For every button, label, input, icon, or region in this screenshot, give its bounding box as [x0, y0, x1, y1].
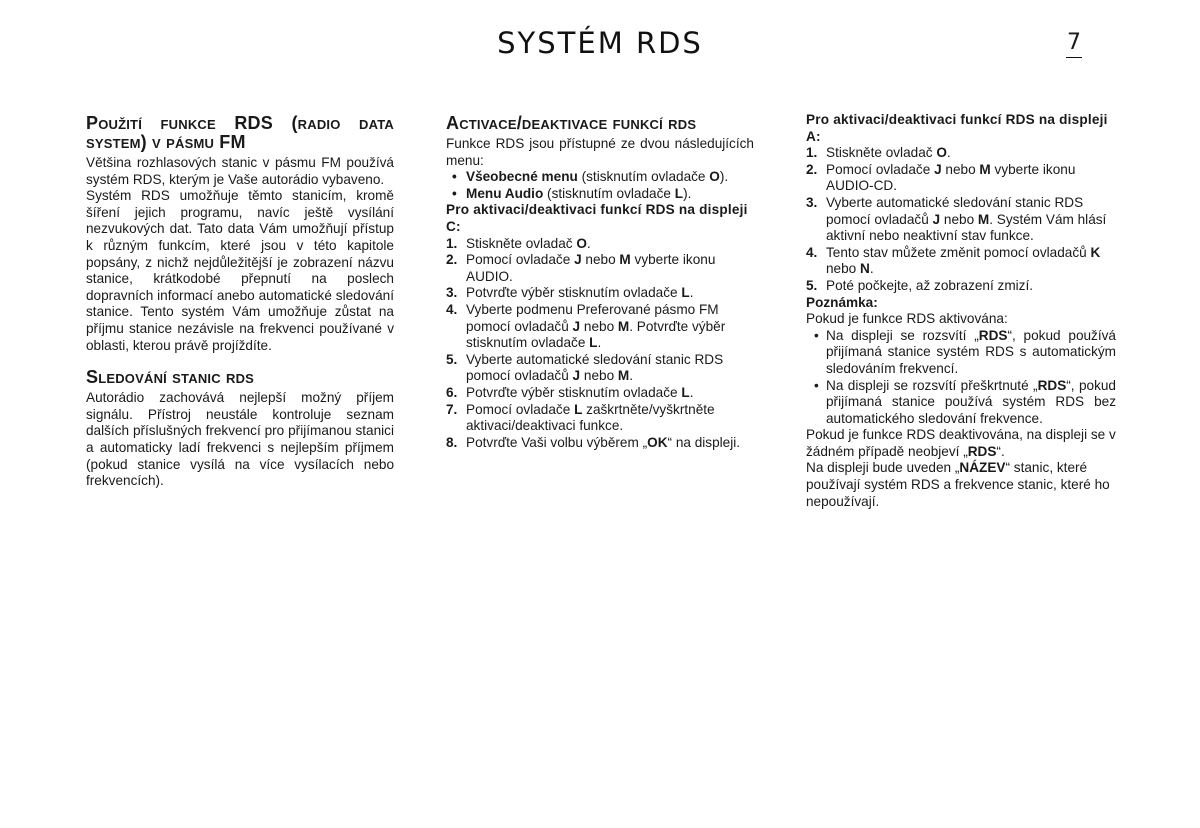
step-number: 6. [446, 384, 458, 400]
text-run: Pokud je funkce RDS deaktivována, na displeji se v žádném případě neobjeví „ [806, 427, 1116, 459]
step-number: 3. [806, 194, 818, 210]
text-run: Tento stav můžete změnit pomocí ovladačů [826, 244, 1091, 260]
text-run: Na displeji se rozsvítí „ [826, 327, 979, 343]
step-item [446, 302, 754, 352]
text-run: “. [996, 443, 1005, 459]
text-run: . [946, 145, 951, 161]
text-run: nebo [581, 252, 620, 268]
text-run: nebo [580, 368, 618, 384]
text-run: Na displeji bude uveden „ [806, 460, 960, 476]
step-item [806, 278, 1116, 295]
emphasis-text: L [589, 335, 598, 351]
text-run: Vyberte automatické sledování stanic RDS pomocí ovladačů [466, 351, 724, 384]
emphasis-text: M [619, 252, 631, 268]
note-intro: Pokud je funkce RDS aktivována: [806, 311, 1008, 327]
text-run: nebo [580, 318, 618, 334]
steps-list-display-c [446, 236, 754, 452]
step-number: 5. [446, 351, 458, 367]
step-item [806, 162, 1116, 195]
step-number: 2. [806, 161, 818, 177]
menu-name: Menu Audio [466, 185, 544, 201]
column-middle [446, 114, 754, 451]
emphasis-text: L [681, 384, 690, 400]
text-run: Potvrďte výběr stisknutím ovladače [466, 285, 682, 301]
text-run: nebo [941, 161, 980, 177]
step-item [446, 285, 754, 302]
note-label: Poznámka: [806, 294, 878, 310]
list-item [446, 186, 754, 203]
control-key: O [709, 169, 720, 185]
text-run: Na displeji se rozsvítí přeškrtnuté „ [826, 377, 1038, 393]
emphasis-text: J [572, 318, 581, 334]
emphasis-text: NÁZEV [959, 460, 1006, 476]
emphasis-text: M [979, 161, 991, 177]
emphasis-text: M [617, 368, 630, 384]
emphasis-text: J [932, 211, 941, 227]
step-number: 2. [446, 252, 458, 268]
text-run: Poté počkejte, až zobrazení zmizí. [826, 277, 1034, 293]
emphasis-text: J [574, 252, 582, 268]
menu-hint: (stisknutím ovladače [543, 185, 675, 201]
menu-hint-end: ). [719, 169, 729, 185]
text-run: . [869, 261, 874, 277]
text-run: Potvrďte Vaši volbu výběrem „ [466, 434, 648, 450]
step-number: 4. [446, 301, 458, 317]
step-item [446, 252, 754, 285]
paragraph-rds-description: Systém RDS umožňuje těmto stanicím, kromě šíření jejich programu, navíc ještě vysílání nezvukových dat. Tato data Vám umožňují přístup k různým funkcím, které jsou v této kapitole popsány, z nichž nejdůležitější je zobrazení názvu stanice, krátkodobé přepnutí na poslech dopravních informací anebo automatické sledování stanice. Tento systém Vám umožňuje zůstat na příjmu stanice nezávisle na frekvenci používané v oblasti, kterou právě projíždíte. [86, 188, 394, 353]
text-run: vyberte ikonu AUDIO. [466, 252, 716, 284]
step-item [806, 245, 1116, 278]
text-run: nebo [940, 211, 978, 227]
step-item [806, 145, 1116, 162]
text-run: . Systém Vám hlásí aktivní nebo neaktivní stav funkce. [826, 211, 1107, 244]
section-heading-activation: Activace/deaktivace funkcí rds [446, 113, 697, 133]
text-run: . [689, 384, 694, 400]
column-right [806, 112, 1116, 510]
paragraph-rds-tracking: Autorádio zachovává nejlepší možný příjem signálu. Přístroj neustále kontroluje seznam dalších příslušných frekvencí pro přijímanou stanici a automaticky ladí frekvenci s nejlepším příjmem (pokud stanice vysílá na více vysílacích nebo frekvencích). [86, 390, 394, 489]
step-number: 4. [806, 244, 818, 260]
step-item [806, 195, 1116, 245]
step-item [446, 236, 754, 253]
text-run: Pomocí ovladače [466, 401, 575, 417]
emphasis-text: RDS [978, 327, 1008, 343]
subheading-display-a: Pro aktivaci/deaktivaci funkcí RDS na displeji A: [806, 112, 1108, 144]
emphasis-text: J [934, 161, 942, 177]
text-run: “, pokud používá přijímaná stanice systém RDS s automatickým sledováním frekvencí. [826, 327, 1116, 376]
text-run: Pomocí ovladače [826, 161, 935, 177]
text-run: Stiskněte ovladač [466, 235, 577, 251]
section-heading-rds-tracking: Sledování stanic rds [86, 367, 255, 388]
step-item [446, 385, 754, 402]
emphasis-text: O [576, 235, 587, 251]
text-run: “ stanic, které používají systém RDS a frekvence stanic, které ho nepoužívají. [806, 460, 1110, 509]
column-left [86, 114, 394, 490]
emphasis-text: OK [647, 434, 668, 450]
text-run: “ na displeji. [667, 434, 741, 450]
page-number: 7 [1066, 31, 1082, 58]
text-run: . [597, 335, 602, 351]
text-run: . [586, 235, 591, 251]
step-item [446, 352, 754, 385]
text-run: Stiskněte ovladač [826, 145, 937, 161]
step-number: 1. [806, 145, 818, 161]
text-run: Vyberte podmenu Preferované pásmo FM pomocí ovladačů [466, 301, 719, 334]
emphasis-text: N [860, 261, 870, 277]
emphasis-text: RDS [967, 443, 997, 459]
text-run: Potvrďte výběr stisknutím ovladače [466, 384, 682, 400]
subheading-display-c: Pro aktivaci/deaktivaci funkcí RDS na displeji C: [446, 202, 748, 234]
emphasis-text: L [574, 401, 583, 417]
steps-list-display-a [806, 145, 1116, 294]
text-run: Vyberte automatické sledování stanic RDS pomocí ovladačů [826, 194, 1084, 227]
text-run: “, pokud přijímaná stanice používá systém RDS bez automatického sledování frekvence. [826, 377, 1116, 426]
note-item [806, 378, 1116, 428]
step-number: 8. [446, 434, 458, 450]
menu-hint-end: ). [683, 185, 692, 201]
step-item [446, 435, 754, 452]
text-run: . [629, 368, 634, 384]
text-run: nebo [826, 261, 861, 277]
text-run: zaškrtněte/vyškrtněte aktivaci/deaktivaci funkce. [466, 401, 715, 434]
emphasis-text: O [936, 145, 947, 161]
paragraph-rds-deactivated [806, 427, 1116, 460]
menu-name: Všeobecné menu [466, 169, 578, 185]
control-key: L [674, 185, 684, 201]
emphasis-text: J [572, 368, 581, 384]
section-heading-rds-usage: Použití funkce RDS (radio data system) v pásmu FM [86, 113, 394, 152]
step-number: 7. [446, 401, 458, 417]
page-title: SYSTÉM RDS [497, 26, 703, 60]
text-run: . [689, 285, 694, 301]
paragraph-rds-intro: Většina rozhlasových stanic v pásmu FM používá systém RDS, kterým je Vaše autorádio vybaveno. [86, 155, 394, 187]
note-item [806, 328, 1116, 378]
step-item [446, 402, 754, 435]
step-number: 3. [446, 285, 458, 301]
menu-bullet-list [446, 169, 754, 202]
list-item [446, 169, 754, 186]
emphasis-text: M [977, 211, 990, 227]
emphasis-text: M [617, 318, 630, 334]
text-run: . Potvrďte výběr stisknutím ovladače [466, 318, 726, 351]
note-bullet-list [806, 328, 1116, 428]
emphasis-text: L [681, 285, 690, 301]
paragraph-station-name [806, 460, 1116, 510]
emphasis-text: RDS [1037, 377, 1067, 393]
emphasis-text: K [1090, 244, 1101, 260]
step-number: 5. [806, 277, 818, 293]
menu-hint: (stisknutím ovladače [577, 169, 710, 185]
paragraph-menus-intro: Funkce RDS jsou přístupné ze dvou následujících menu: [446, 136, 754, 168]
text-run: Pomocí ovladače [466, 252, 575, 268]
text-run: vyberte ikonu AUDIO-CD. [826, 161, 1076, 194]
step-number: 1. [446, 235, 458, 251]
